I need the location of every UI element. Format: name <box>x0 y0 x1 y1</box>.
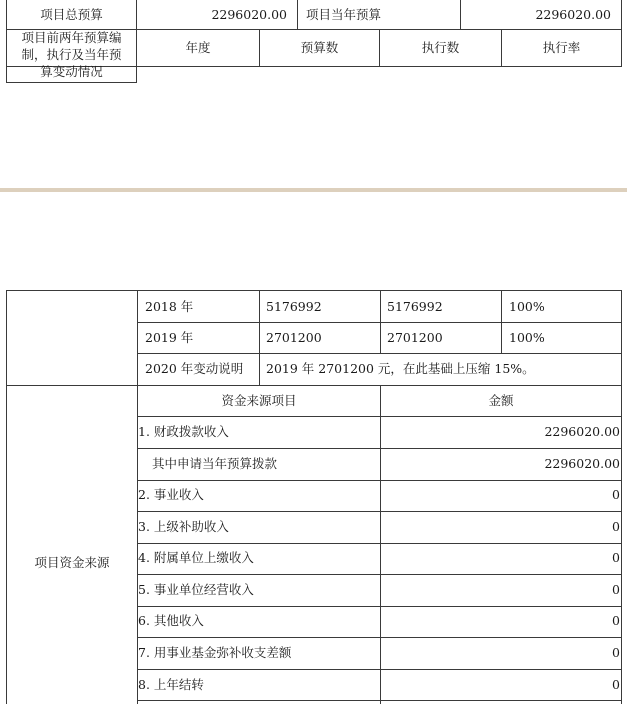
header-year: 年度 <box>185 40 211 55</box>
total-budget-value: 2296020.00 <box>211 7 287 22</box>
header-executed: 执行数 <box>421 40 460 55</box>
funding-row-amount: 0 <box>612 550 620 565</box>
funding-row-name: 6. 其他收入 <box>138 613 204 628</box>
history-executed-2018: 5176992 <box>387 299 443 314</box>
funding-row-name: 2. 事业收入 <box>138 487 204 502</box>
funding-row-name: 3. 上级补助收入 <box>138 519 229 534</box>
funding-row-name: 4. 附属单位上缴收入 <box>138 550 254 565</box>
funding-row-name: 8. 上年结转 <box>138 677 204 692</box>
funding-row-amount: 0 <box>612 645 620 660</box>
funding-row-name: 1. 财政拨款收入 <box>138 424 229 439</box>
change-note-text: 2019 年 2701200 元，在此基础上压缩 15%。 <box>266 361 535 376</box>
history-year-2019: 2019 年 <box>145 330 194 345</box>
funding-row-amount: 0 <box>612 519 620 534</box>
funding-row-amount: 2296020.00 <box>544 424 620 439</box>
history-label-line-1: 项目前两年预算编 <box>21 30 122 45</box>
history-budget-2019: 2701200 <box>266 330 322 345</box>
history-label-line-3: 算变动情况 <box>40 64 103 79</box>
funding-row-amount: 0 <box>612 677 620 692</box>
history-executed-2019: 2701200 <box>387 330 443 345</box>
history-year-2018: 2018 年 <box>145 299 194 314</box>
history-rate-2019: 100% <box>509 330 545 345</box>
header-budget: 预算数 <box>300 40 339 55</box>
current-year-budget-value: 2296020.00 <box>535 7 611 22</box>
funding-row-name: 7. 用事业基金弥补收支差额 <box>138 645 292 660</box>
history-label-line-2: 制，执行及当年预 <box>21 47 122 62</box>
funding-row-name: 5. 事业单位经营收入 <box>138 582 254 597</box>
funding-row-amount: 0 <box>612 582 620 597</box>
funding-row-amount: 0 <box>612 487 620 502</box>
funding-header-amount: 金额 <box>488 393 514 408</box>
total-budget-label: 项目总预算 <box>40 7 103 22</box>
funding-row-name: 其中申请当年预算拨款 <box>152 456 278 471</box>
funding-row-amount: 0 <box>612 613 620 628</box>
history-rate-2018: 100% <box>509 299 545 314</box>
change-note-label: 2020 年变动说明 <box>145 361 244 376</box>
funding-section-label: 项目资金来源 <box>34 555 110 570</box>
current-year-budget-label: 项目当年预算 <box>306 7 382 22</box>
page-separator <box>0 188 627 192</box>
history-budget-2018: 5176992 <box>266 299 322 314</box>
funding-row-amount: 2296020.00 <box>544 456 620 471</box>
funding-header-source: 资金来源项目 <box>221 393 297 408</box>
header-rate: 执行率 <box>542 40 581 55</box>
